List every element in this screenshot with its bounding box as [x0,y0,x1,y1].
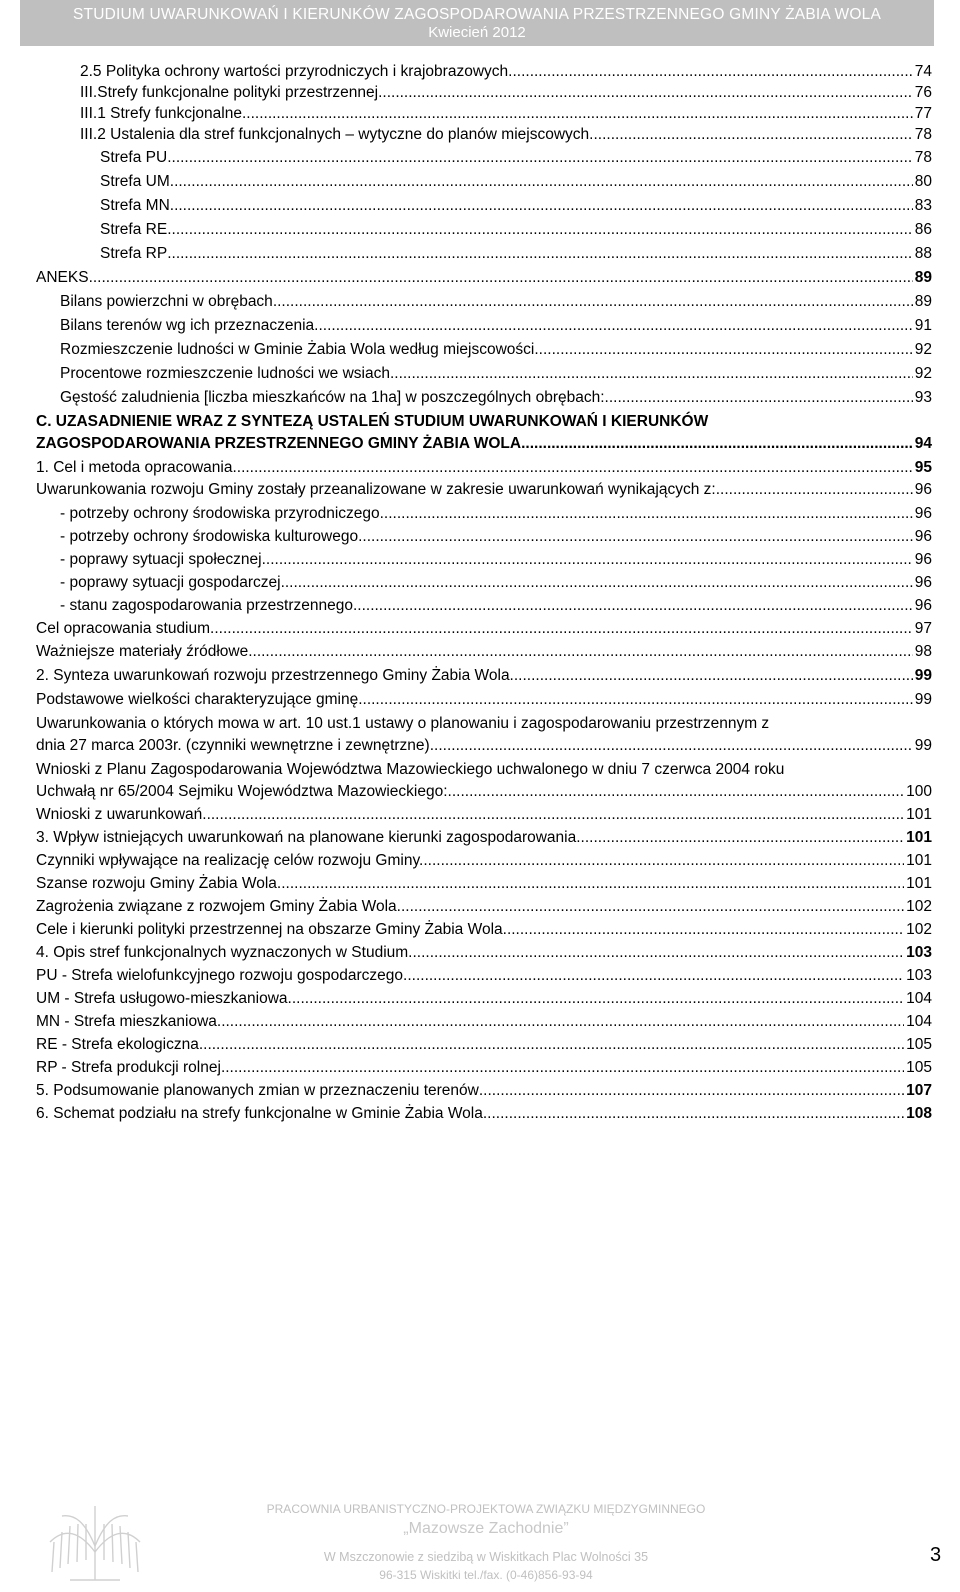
toc-entry[interactable]: RP - Strefa produkcji rolnej ..... 105 [36,1058,932,1078]
page-footer [0,1488,960,1592]
toc-entry[interactable]: PU - Strefa wielofunkcyjnego rozwoju gospodarczego ..... 103 [36,966,932,986]
toc-entry[interactable]: Zagrożenia związane z rozwojem Gminy Żabia Wola ..... 102 [36,897,932,917]
toc-entry[interactable]: Wnioski z uwarunkowań ..... 101 [36,805,932,825]
toc-entry[interactable]: III.2 Ustalenia dla stref funkcjonalnych – wytyczne do planów miejscowych ..... 78 [80,125,932,145]
toc-entry[interactable]: - stanu zagospodarowania przestrzennego ..... 96 [60,596,932,616]
toc-entry[interactable]: Czynniki wpływające na realizację celów rozwoju Gminy. ..... 101 [36,851,932,871]
footer-contact: 96-315 Wiskitki tel./fax. (0-46)856-93-94 [379,1568,593,1582]
toc-entry[interactable]: 2. Synteza uwarunkowań rozwoju przestrzennego Gminy Żabia Wola. ..... 99 [36,666,932,686]
toc-entry[interactable]: Strefa PU ..... 78 [100,148,932,168]
toc-entry[interactable]: - poprawy sytuacji gospodarczej ..... 96 [60,573,932,593]
footer-name: „Mazowsze Zachodnie” [403,1520,569,1537]
document-title: STUDIUM UWARUNKOWAŃ I KIERUNKÓW ZAGOSPODAROWANIA PRZESTRZENNEGO GMINY ŻABIA WOLA [73,6,881,23]
toc-entry[interactable]: 5. Podsumowanie planowanych zmian w przeznaczeniu terenów ..... 107 [36,1081,932,1101]
willow-tree-logo [40,1502,150,1582]
toc-entry[interactable]: 3. Wpływ istniejących uwarunkowań na planowane kierunki zagospodarowania ..... 101 [36,828,932,848]
toc-entry[interactable]: Strefa MN ..... 83 [100,196,932,216]
toc-entry-line1: Uwarunkowania o których mowa w art. 10 ust.1 ustawy o planowaniu i zagospodarowaniu przestrzennym z [36,715,770,732]
page-number: 3 [930,1544,942,1566]
toc-entry[interactable]: Podstawowe wielkości charakteryzujące gminę. ..... 99 [36,690,932,710]
toc-entry[interactable]: ZAGOSPODAROWANIA PRZESTRZENNEGO GMINY ŻABIA WOLA ..... 94 [36,434,932,454]
toc-entry[interactable]: 1. Cel i metoda opracowania ..... 95 [36,458,932,478]
toc-entry[interactable]: Ważniejsze materiały źródłowe ..... 98 [36,642,932,662]
toc-entry-line1: Wnioski z Planu Zagospodarowania Województwa Mazowieckiego uchwalonego w dniu 7 czerwca 2004 roku [36,761,785,778]
toc-entry[interactable]: RE - Strefa ekologiczna ..... 105 [36,1035,932,1055]
toc-entry[interactable]: Cel opracowania studium. ..... 97 [36,619,932,639]
toc-entry[interactable]: Strefa UM ..... 80 [100,172,932,192]
toc-entry[interactable]: Strefa RP ..... 88 [100,244,932,264]
toc-entry[interactable]: Procentowe rozmieszczenie ludności we wsiach. ..... 92 [60,364,932,384]
toc-entry[interactable]: III.1 Strefy funkcjonalne ..... 77 [80,104,932,124]
toc-entry[interactable]: - poprawy sytuacji społecznej ..... 96 [60,550,932,570]
footer-org: PRACOWNIA URBANISTYCZNO-PROJEKTOWA ZWIĄZKU MIĘDZYGMINNEGO [266,1502,706,1516]
toc-entry[interactable]: Gęstość zaludnienia [liczba mieszkańców na 1ha] w poszczególnych obrębach: ..... 93 [60,388,932,408]
toc-entry[interactable]: III.Strefy funkcjonalne polityki przestrzennej ..... 76 [80,83,932,103]
document-date: Kwiecień 2012 [428,24,526,41]
page-header [20,0,934,46]
toc-entry[interactable]: UM - Strefa usługowo-mieszkaniowa. ..... 104 [36,989,932,1009]
toc-entry[interactable]: Bilans terenów wg ich przeznaczenia ..... 91 [60,316,932,336]
toc-entry[interactable]: ANEKS ..... 89 [36,268,932,288]
toc-entry[interactable]: Bilans powierzchni w obrębach ..... 89 [60,292,932,312]
toc-entry[interactable]: - potrzeby ochrony środowiska kulturowego ..... 96 [60,527,932,547]
toc-entry[interactable]: Uchwałą nr 65/2004 Sejmiku Województwa Mazowieckiego: ..... 100 [36,782,932,802]
toc-entry[interactable]: 4. Opis stref funkcjonalnych wyznaczonych w Studium. ..... 103 [36,943,932,963]
toc-entry[interactable]: 6. Schemat podziału na strefy funkcjonalne w Gminie Żabia Wola. ..... 108 [36,1104,932,1124]
toc-entry[interactable]: dnia 27 marca 2003r. (czynniki wewnętrzne i zewnętrzne). ..... 99 [36,736,932,756]
toc-entry[interactable]: MN - Strefa mieszkaniowa ..... 104 [36,1012,932,1032]
toc-entry[interactable]: Szanse rozwoju Gminy Żabia Wola. ..... 101 [36,874,932,894]
toc-entry[interactable]: Uwarunkowania rozwoju Gminy zostały przeanalizowane w zakresie uwarunkowań wynikających z: ..... 96 [36,480,932,500]
footer-address: W Mszczonowie z siedzibą w Wiskitkach Plac Wolności 35 [323,1550,649,1564]
toc-entry[interactable]: Rozmieszczenie ludności w Gminie Żabia Wola według miejscowości ..... 92 [60,340,932,360]
toc-entry[interactable]: - potrzeby ochrony środowiska przyrodniczego ..... 96 [60,504,932,524]
toc-entry-line1: C. UZASADNIENIE WRAZ Z SYNTEZĄ USTALEŃ STUDIUM UWARUNKOWAŃ I KIERUNKÓW [36,413,709,430]
toc-entry[interactable]: Strefa RE ..... 86 [100,220,932,240]
toc-entry[interactable]: Cele i kierunki polityki przestrzennej na obszarze Gminy Żabia Wola ..... 102 [36,920,932,940]
toc-entry[interactable]: 2.5 Polityka ochrony wartości przyrodniczych i krajobrazowych ..... 74 [80,62,932,82]
